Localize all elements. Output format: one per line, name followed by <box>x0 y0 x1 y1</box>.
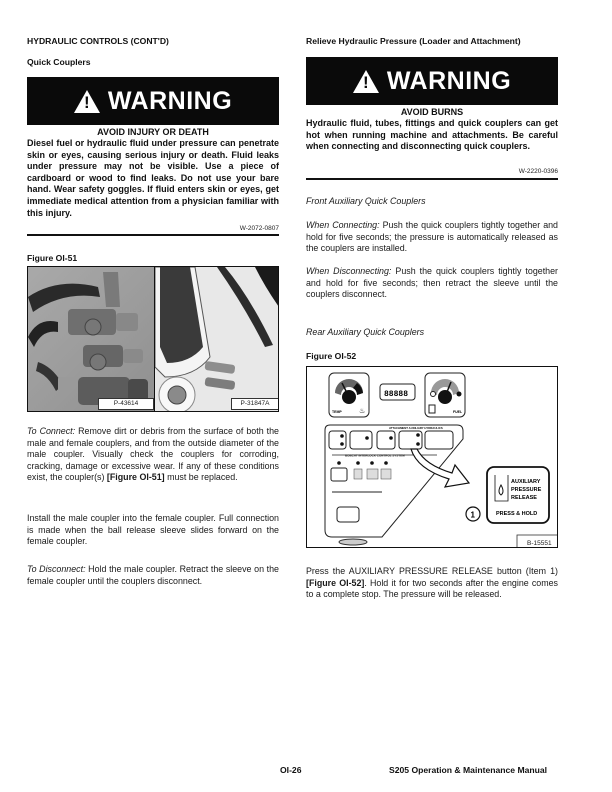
figure-caption: Figure OI-51 <box>27 253 78 263</box>
photo-label: P-43614 <box>98 398 154 410</box>
front-aux-heading: Front Auxiliary Quick Couplers <box>306 196 426 206</box>
divider <box>306 178 558 180</box>
warning-body: Diesel fuel or hydraulic fluid under pressure can penetrate skin or eyes, causing serious injury or death. Fluid leaks under pressure may not be visible. Use a piece of cardboard or wood to find leaks. Do not use your bare hand. Wear safety goggles. If fluid enters skin or eyes, get immediate medical attention from a physician familiar with this injury. <box>27 138 279 218</box>
warning-banner: ! WARNING <box>27 77 279 125</box>
svg-text:AUXILIARY: AUXILIARY <box>511 479 541 485</box>
when-disconnecting-paragraph: When Disconnecting: Push the quick couplers tightly together and hold for five seconds; then retract the sleeve until the couplers disconnect. <box>306 266 558 299</box>
svg-text:RELEASE: RELEASE <box>511 495 537 501</box>
coupler-photo-2 <box>154 267 278 412</box>
svg-text:♨: ♨ <box>359 408 366 415</box>
figure-label: B-15551 <box>527 540 552 547</box>
figure-caption: Figure OI-52 <box>306 351 357 361</box>
section-heading-relieve-pressure: Relieve Hydraulic Pressure (Loader and Attachment) <box>306 36 521 46</box>
svg-text:PRESS & HOLD: PRESS & HOLD <box>496 511 538 517</box>
warning-code: W-2220-0396 <box>518 168 558 175</box>
warning-title: AVOID BURNS <box>400 107 464 117</box>
figure-oi-51 <box>27 266 279 412</box>
to-disconnect-paragraph: To Disconnect: Hold the male coupler. Retract the sleeve on the female coupler until the couplers disconnect. <box>27 564 279 586</box>
item-number: 1 <box>470 510 475 520</box>
warning-triangle-icon: ! <box>353 70 379 93</box>
press-release-paragraph: Press the AUXILIARY PRESSURE RELEASE button (Item 1) [Figure OI-52]. Hold it for two seconds after the engine comes to a complete stop. The pressure will be released. <box>306 566 558 599</box>
rear-aux-heading: Rear Auxiliary Quick Couplers <box>306 327 425 337</box>
to-connect-paragraph: To Connect: Remove dirt or debris from the surface of both the male and female couplers, and from the outside diameter of the male coupler. Visually check the couplers for corroding, cracking, damage or excessive wear. If any of these conditions exist, the coupler(s) [Figure OI-51] must be replaced. <box>27 426 279 482</box>
when-connecting-paragraph: When Connecting: Push the quick couplers tightly together and hold for five seconds; the pressure is automatically released as the couplers are installed. <box>306 220 558 253</box>
svg-text:FUEL: FUEL <box>453 410 463 414</box>
svg-text:TEMP: TEMP <box>332 410 342 414</box>
manual-title: S205 Operation & Maintenance Manual <box>389 765 548 775</box>
warning-banner: ! WARNING <box>306 57 558 105</box>
subheading-quick-couplers: Quick Couplers <box>27 57 91 67</box>
warning-code: W-2072-0807 <box>239 225 279 232</box>
coupler-photo-1 <box>28 267 154 412</box>
svg-text:88888: 88888 <box>384 390 409 399</box>
photo-label: P-31847A <box>231 398 279 410</box>
warning-triangle-icon: ! <box>74 90 100 113</box>
install-paragraph: Install the male coupler into the female coupler. Full connection is made when the ball release sleeve slides forward on the female coupler. <box>27 513 279 546</box>
warning-title: AVOID INJURY OR DEATH <box>97 127 209 137</box>
svg-text:ATTACHMENT AUXILIARY HYDRAULIC: ATTACHMENT AUXILIARY HYDRAULICS <box>389 426 443 430</box>
svg-text:BOBCAT INTERLOCK CONTROL SYSTE: BOBCAT INTERLOCK CONTROL SYSTEM <box>345 453 405 458</box>
section-heading: HYDRAULIC CONTROLS (CONT'D) <box>27 36 169 46</box>
divider <box>27 234 279 236</box>
svg-text:PRESSURE: PRESSURE <box>511 487 542 493</box>
figure-oi-52 <box>306 366 558 548</box>
page-number: OI-26 <box>280 765 302 775</box>
warning-body: Hydraulic fluid, tubes, fittings and quick couplers can get hot when running machine and attachments. Be careful when connecting and disconnecting quick couplers. <box>306 118 558 152</box>
